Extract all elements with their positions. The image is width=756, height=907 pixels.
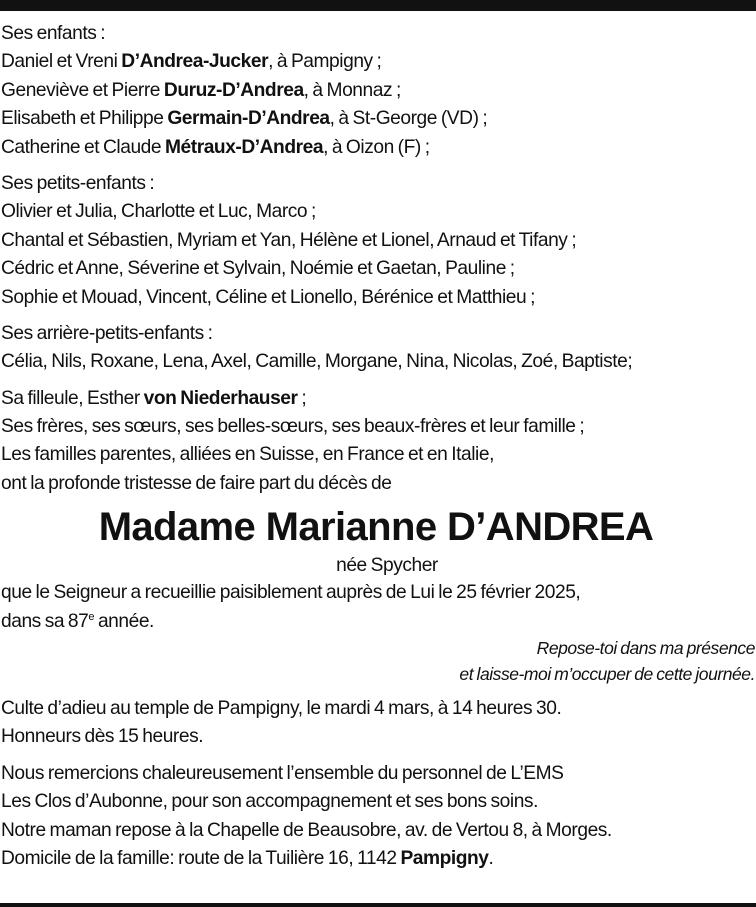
thanks-section (1, 760, 753, 874)
great-grandchildren-heading: Ses arrière-petits-enfants : (1, 322, 213, 344)
grandchildren-line: Cédric et Anne, Séverine et Sylvain, Noémie et Gaetan, Pauline ; (1, 258, 515, 280)
age-line: dans sa 87e année. (1, 610, 154, 632)
child-entry: Geneviève et Pierre Duruz-D’Andrea, à Monnaz ; (1, 79, 401, 101)
family-line: Ses frères, ses sœurs, ses belles-sœurs, ses beaux-frères et leur famille ; (1, 416, 585, 438)
quote-line: et laisse-moi m’occuper de cette journée. (459, 664, 755, 685)
family-line: Les familles parentes, alliées en Suisse, en France et en Italie, (1, 444, 494, 466)
bible-quote (1, 635, 755, 687)
top-rule (0, 0, 756, 11)
thanks-line: Les Clos d’Aubonne, pour son accompagnement et ses bons soins. (1, 791, 538, 813)
great-grandchildren-section (1, 320, 753, 377)
bottom-rule (0, 903, 756, 907)
family-section (1, 385, 753, 499)
child-entry: Elisabeth et Philippe Germain-D’Andrea, à St-George (VD) ; (1, 108, 488, 130)
grandchildren-heading: Ses petits-enfants : (1, 172, 155, 194)
child-entry: Daniel et Vreni D’Andrea-Jucker, à Pampigny ; (1, 51, 382, 73)
children-heading: Ses enfants : (1, 23, 106, 44)
quote-line: Repose-toi dans ma présence (536, 638, 755, 659)
deceased-name: Madame Marianne D’ANDREA (98, 505, 654, 550)
ceremony-line: Honneurs dès 15 heures. (1, 726, 204, 748)
obituary-notice (1, 20, 753, 873)
family-line: ont la profonde tristesse de faire part du décès de (1, 472, 392, 494)
child-entry: Catherine et Claude Métraux-D’Andrea, à Oizon (F) ; (1, 136, 430, 158)
ceremony-section (1, 695, 753, 752)
grandchildren-line: Sophie et Mouad, Vincent, Céline et Lionello, Bérénice et Matthieu ; (1, 286, 535, 308)
thanks-line: Nous remercions chaleureusement l’ensemble du personnel de L’EMS (1, 762, 564, 784)
death-line: que le Seigneur a recueillie paisiblement auprès de Lui le 25 février 2025, (1, 582, 581, 604)
grandchildren-line: Olivier et Julia, Charlotte et Luc, Marco ; (1, 201, 316, 223)
death-section (1, 579, 753, 636)
children-section (1, 20, 753, 162)
grandchildren-section (1, 170, 753, 312)
ceremony-line: Culte d’adieu au temple de Pampigny, le mardi 4 mars, à 14 heures 30. (1, 698, 562, 720)
thanks-line: Notre maman repose à la Chapelle de Beausobre, av. de Vertou 8, à Morges. (1, 819, 612, 841)
grandchildren-line: Chantal et Sébastien, Myriam et Yan, Hélène et Lionel, Arnaud et Tifany ; (1, 229, 577, 251)
goddaughter-line: Sa filleule, Esther von Niederhauser ; (1, 387, 307, 409)
address-line: Domicile de la famille: route de la Tuilière 16, 1142 Pampigny. (1, 847, 494, 869)
maiden-name: née Spycher (336, 555, 438, 577)
great-grandchildren-line: Célia, Nils, Roxane, Lena, Axel, Camille, Morgane, Nina, Nicolas, Zoé, Baptiste; (1, 351, 633, 373)
